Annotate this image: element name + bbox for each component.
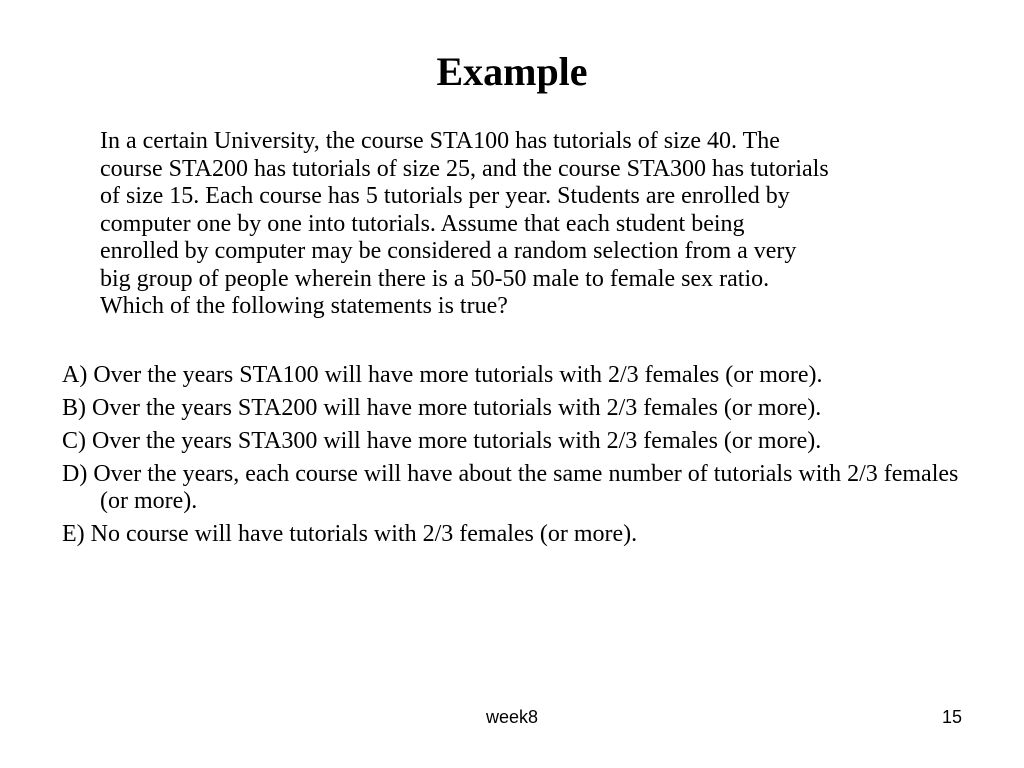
problem-line: course STA200 has tutorials of size 25, and the course STA300 has tutorials (100, 155, 829, 182)
slide-title: Example (436, 49, 588, 94)
option-d: D) Over the years, each course will have about the same number of tutorials with 2/3 females (or more). (62, 461, 959, 514)
option-b: B) Over the years STA200 will have more tutorials with 2/3 females (or more). (62, 395, 822, 421)
problem-line: big group of people wherein there is a 50-50 male to female sex ratio. (100, 265, 770, 292)
problem-line: computer one by one into tutorials. Assume that each student being (100, 210, 745, 237)
option-a: A) Over the years STA100 will have more tutorials with 2/3 females (or more). (62, 362, 823, 388)
page-number: 15 (941, 707, 962, 727)
problem-line: of size 15. Each course has 5 tutorials per year. Students are enrolled by (100, 183, 790, 209)
option-c: C) Over the years STA300 will have more tutorials with 2/3 females (or more). (62, 428, 822, 454)
problem-line: In a certain University, the course STA100 has tutorials of size 40. The (100, 128, 780, 154)
problem-line: enrolled by computer may be considered a random selection from a very (100, 238, 797, 264)
option-e: E) No course will have tutorials with 2/3 females (or more). (62, 521, 638, 547)
problem-statement (100, 128, 980, 321)
footer-label: week8 (485, 707, 539, 727)
answer-options (62, 362, 982, 554)
problem-line: Which of the following statements is true? (100, 293, 508, 319)
